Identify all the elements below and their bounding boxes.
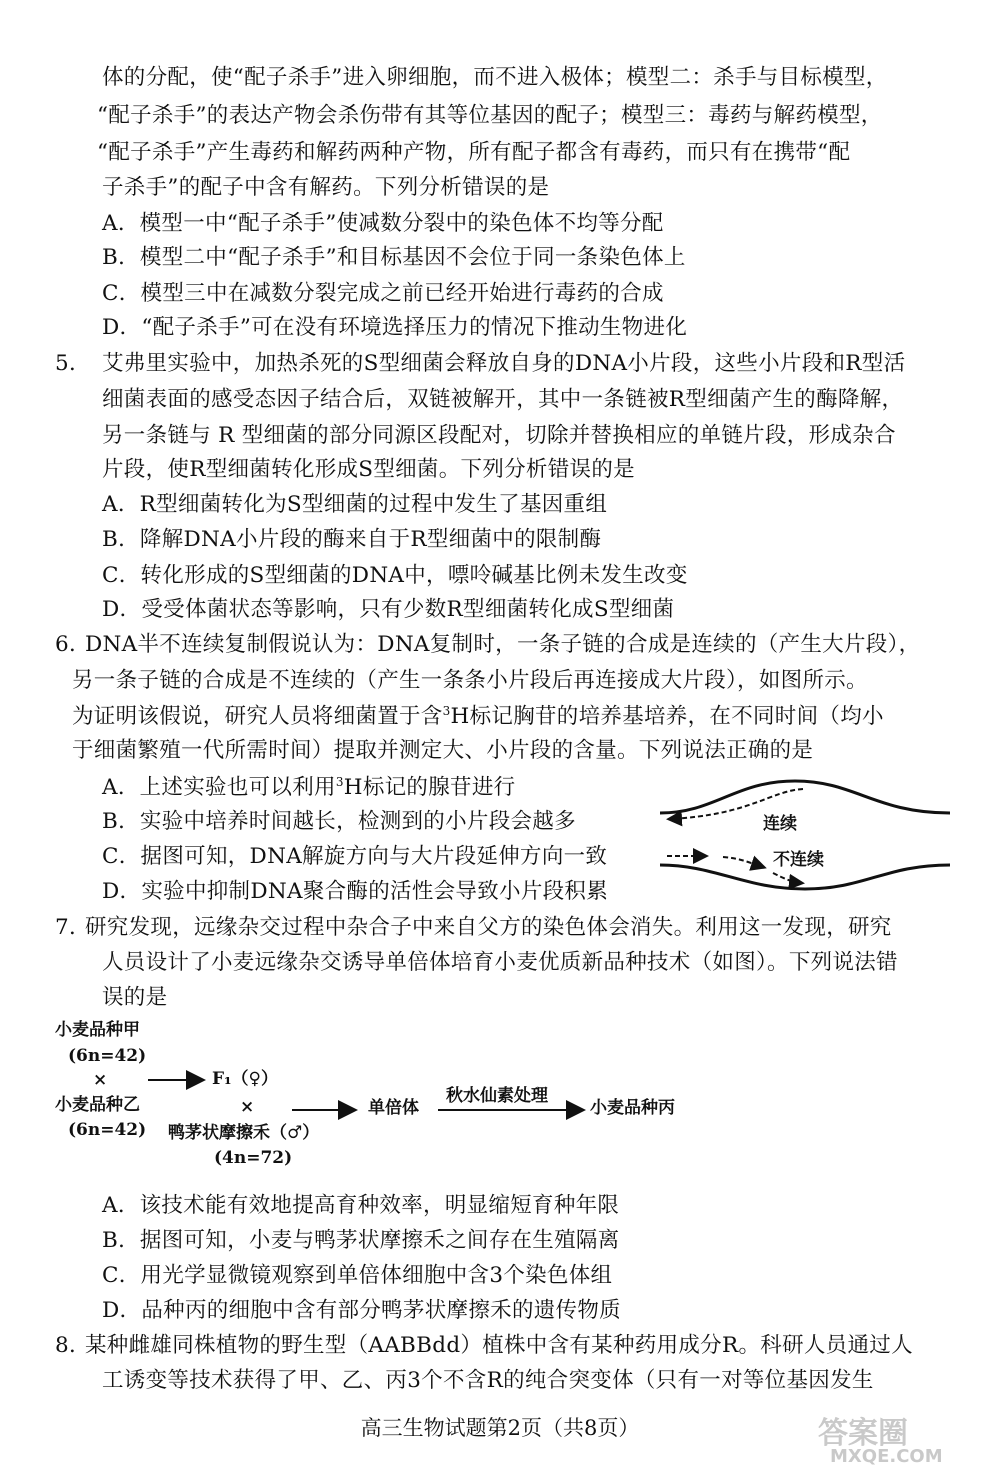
q5-stem-line-1: 艾弗里实验中，加热杀死的S型细菌会释放自身的DNA小片段，这些小片段和R型活	[102, 351, 906, 376]
q8-stem-line-1: 某种雌雄同株植物的野生型（AABBdd）植株中含有某种药用成分R。科研人员通过人	[85, 1333, 913, 1358]
parent1-name: 小麦品种甲	[55, 1020, 140, 1040]
q6-line3-post: H标记胸苷的培养基培养，在不同时间（均小	[450, 704, 884, 730]
q5-stem-line-2: 细菌表面的感受态因子结合后，双链被解开，其中一条链被R型细菌产生的酶降解，	[102, 387, 904, 412]
treatment-label: 秋水仙素处理	[446, 1086, 548, 1106]
result-label: 小麦品种丙	[590, 1098, 675, 1118]
parent2-ploidy: (6n=42)	[68, 1120, 147, 1140]
q6-number: 6．	[55, 632, 91, 657]
q4-option-d: D．“配子杀手”可在没有环境选择压力的情况下推动生物进化	[102, 315, 688, 340]
label-continuous: 连续	[763, 814, 797, 834]
q4-option-a: A．模型一中“配子杀手”使减数分裂中的染色体不均等分配	[102, 211, 664, 236]
q4-option-b: B．模型二中“配子杀手”和目标基因不会位于同一条染色体上	[102, 245, 686, 270]
page-footer: 高三生物试题第2页（共8页）	[360, 1416, 640, 1440]
haploid-label: 单倍体	[368, 1098, 419, 1118]
q4-stem-line-1: 体的分配，使“配子杀手”进入卵细胞，而不进入极体；模型二：杀手与目标模型，	[102, 65, 888, 90]
q4-stem-line-3: “配子杀手”产生毒药和解药两种产物，所有配子都含有毒药，而只有在携带“配	[97, 140, 851, 165]
q6-stem-line-2: 另一条子链的合成是不连续的（产生一条条小片段后再连接成大片段），如图所示。	[72, 668, 868, 693]
q5-option-d: D．受受体菌状态等影响，只有少数R型细菌转化成S型细菌	[102, 597, 675, 622]
lagging-fragment-2	[723, 857, 763, 867]
replication-fork-figure	[655, 775, 955, 895]
q5-option-a: A．R型细菌转化为S型细菌的过程中发生了基因重组	[102, 492, 608, 517]
male-parent-ploidy: (4n=72)	[214, 1148, 293, 1168]
q6-option-d: D．实验中抑制DNA聚合酶的活性会导致小片段积累	[102, 879, 609, 904]
q7-stem-line-2: 人员设计了小麦远缘杂交诱导单倍体培育小麦优质新品种技术（如图）。下列说法错	[102, 950, 898, 975]
q7-option-a: A．该技术能有效地提高育种效率，明显缩短育种年限	[102, 1193, 620, 1218]
q7-option-d: D．品种丙的细胞中含有部分鸭茅状摩擦禾的遗传物质	[102, 1298, 621, 1323]
q5-option-c: C．转化形成的S型细菌的DNA中，嘌呤碱基比例未发生改变	[102, 563, 688, 588]
q4-option-c: C．模型三中在减数分裂完成之前已经开始进行毒药的合成	[102, 281, 664, 306]
q6-optA-sup: 3	[335, 775, 344, 789]
q7-number: 7．	[55, 915, 91, 940]
cross-symbol-2: ×	[240, 1097, 255, 1117]
q6-option-b: B．实验中培养时间越长，检测到的小片段会越多	[102, 809, 576, 834]
q8-number: 8．	[55, 1333, 91, 1358]
parent1-ploidy: (6n=42)	[68, 1046, 147, 1066]
q6-stem-line-1: DNA半不连续复制假说认为：DNA复制时，一条子链的合成是连续的（产生大片段），	[85, 632, 921, 657]
q6-option-c: C．据图可知，DNA解旋方向与大片段延伸方向一致	[102, 844, 608, 869]
q5-number: 5．	[55, 351, 91, 376]
q6-option-a	[102, 776, 515, 799]
q6-line3-pre: 为证明该假说，研究人员将细菌置于含	[72, 704, 443, 730]
q7-option-b: B．据图可知，小麦与鸭茅状摩擦禾之间存在生殖隔离	[102, 1228, 620, 1253]
q5-stem-line-3: 另一条链与 R 型细菌的部分同源区段配对，切除并替换相应的单链片段，形成杂合	[102, 423, 896, 448]
template-strand-top	[660, 781, 950, 813]
q7-option-c: C．用光学显微镜观察到单倍体细胞中含3个染色体组	[102, 1263, 613, 1288]
q8-stem-line-2: 工诱变等技术获得了甲、乙、丙3个不含R的纯合突变体（只有一对等位基因发生	[102, 1368, 874, 1393]
q6-stem-line-4: 于细菌繁殖一代所需时间）提取并测定大、小片段的含量。下列说法正确的是	[72, 738, 814, 763]
q4-stem-line-2: “配子杀手”的表达产物会杀伤带有其等位基因的配子；模型三：毒药与解药模型，	[97, 103, 883, 128]
q6-optA-post: H标记的腺苷进行	[343, 775, 516, 801]
q5-stem-line-4: 片段，使R型细菌转化形成S型细菌。下列分析错误的是	[102, 457, 635, 482]
watermark-url: MXQE.COM	[830, 1446, 943, 1467]
f1-label: F₁（♀）	[212, 1069, 278, 1089]
q5-option-b: B．降解DNA小片段的酶来自于R型细菌中的限制酶	[102, 527, 602, 552]
q7-stem-line-1: 研究发现，远缘杂交过程中杂合子中来自父方的染色体会消失。利用这一发现，研究	[85, 915, 892, 940]
cross-symbol-1: ×	[93, 1070, 108, 1090]
q6-line3-sup: 3	[442, 704, 451, 718]
q6-optA-pre: A．上述实验也可以利用	[102, 775, 336, 801]
male-parent-name: 鸭茅状摩擦禾（♂）	[168, 1123, 320, 1143]
watermark-logo: 答案圈	[818, 1416, 908, 1451]
parent2-name: 小麦品种乙	[55, 1095, 140, 1115]
q6-stem-line-3	[72, 705, 884, 728]
q4-stem-line-4: 子杀手”的配子中含有解药。下列分析错误的是	[102, 175, 550, 200]
label-discontinuous: 不连续	[773, 850, 824, 870]
q7-stem-line-3: 误的是	[102, 985, 168, 1010]
lagging-fragment-3	[773, 873, 801, 883]
